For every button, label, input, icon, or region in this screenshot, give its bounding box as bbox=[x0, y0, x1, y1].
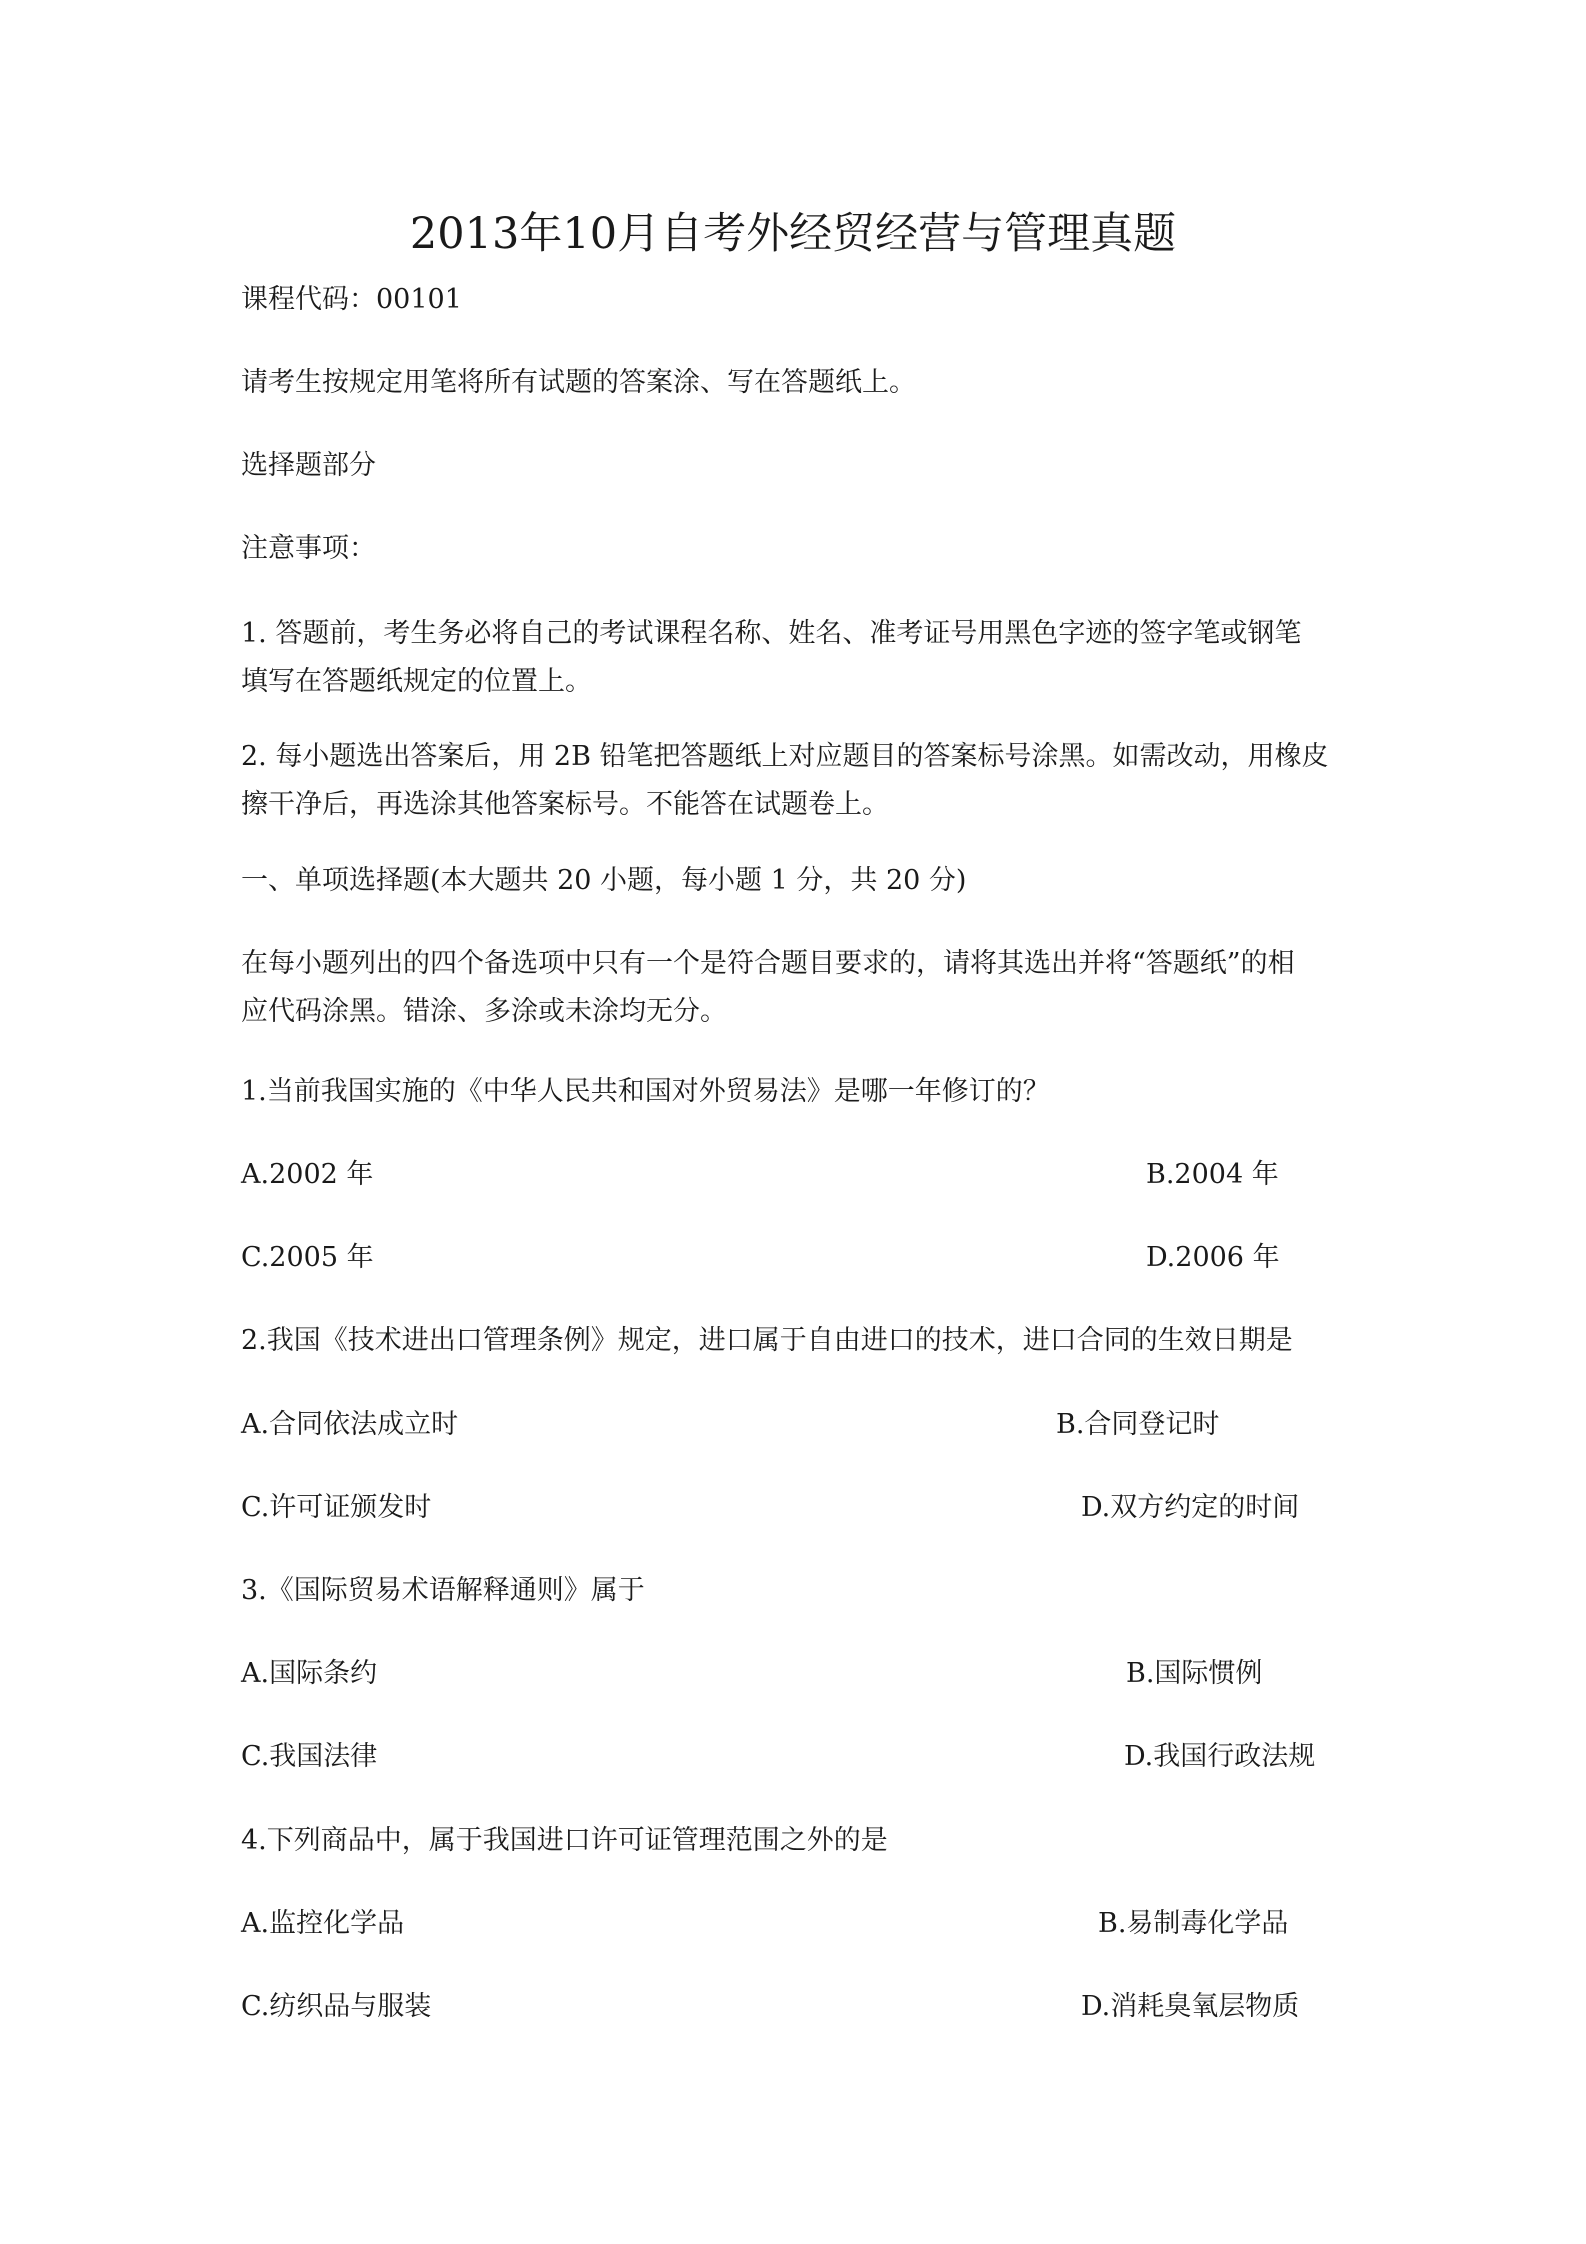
note-2 bbox=[241, 733, 1361, 829]
question-1-option-c: C.2005 年 bbox=[241, 1242, 374, 1273]
question-4-option-a: A.监控化学品 bbox=[241, 1908, 405, 1939]
question-2-option-d: D.双方约定的时间 bbox=[1081, 1492, 1300, 1523]
note-2-line-1: 2. 每小题选出答案后，用 2B 铅笔把答题纸上对应题目的答案标号涂黑。如需改动，用橡皮 bbox=[241, 741, 1329, 772]
course-code: 课程代码：00101 bbox=[241, 284, 462, 315]
part1-heading: 一、单项选择题(本大题共 20 小题，每小题 1 分，共 20 分) bbox=[241, 865, 967, 896]
question-1-option-b: B.2004 年 bbox=[1146, 1159, 1279, 1190]
question-4-stem: 4.下列商品中，属于我国进口许可证管理范围之外的是 bbox=[241, 1825, 888, 1856]
question-4-option-b: B.易制毒化学品 bbox=[1098, 1908, 1289, 1939]
page-title: 2013年10月自考外经贸经营与管理真题 bbox=[409, 209, 1177, 259]
question-1-stem: 1.当前我国实施的《中华人民共和国对外贸易法》是哪一年修订的？ bbox=[241, 1076, 1050, 1107]
note-2-line-2: 擦干净后，再选涂其他答案标号。不能答在试题卷上。 bbox=[241, 789, 889, 820]
question-1-option-d: D.2006 年 bbox=[1146, 1242, 1280, 1273]
question-1-option-a: A.2002 年 bbox=[241, 1159, 374, 1190]
note-1-line-2: 填写在答题纸规定的位置上。 bbox=[241, 666, 592, 697]
question-2-option-b: B.合同登记时 bbox=[1056, 1409, 1220, 1440]
note-1-line-1: 1. 答题前，考生务必将自己的考试课程名称、姓名、准考证号用黑色字迹的签字笔或钢笔 bbox=[241, 618, 1302, 649]
question-4-option-c: C.纺织品与服装 bbox=[241, 1991, 432, 2022]
part1-description-line-2: 应代码涂黑。错涂、多涂或未涂均无分。 bbox=[241, 996, 727, 1027]
part1-description bbox=[241, 940, 1361, 1036]
question-3-option-d: D.我国行政法规 bbox=[1124, 1741, 1316, 1772]
question-2-stem: 2.我国《技术进出口管理条例》规定，进口属于自由进口的技术，进口合同的生效日期是 bbox=[241, 1325, 1293, 1356]
question-2-option-c: C.许可证颁发时 bbox=[241, 1492, 432, 1523]
instruction-text: 请考生按规定用笔将所有试题的答案涂、写在答题纸上。 bbox=[241, 367, 916, 398]
question-2-option-a: A.合同依法成立时 bbox=[241, 1409, 459, 1440]
notes-label: 注意事项： bbox=[241, 533, 376, 564]
question-4-option-d: D.消耗臭氧层物质 bbox=[1081, 1991, 1300, 2022]
section-label: 选择题部分 bbox=[241, 450, 376, 481]
question-3-option-c: C.我国法律 bbox=[241, 1741, 378, 1772]
note-1 bbox=[241, 610, 1361, 706]
question-3-option-b: B.国际惯例 bbox=[1126, 1658, 1263, 1689]
question-3-stem: 3.《国际贸易术语解释通则》属于 bbox=[241, 1575, 645, 1606]
question-3-option-a: A.国际条约 bbox=[241, 1658, 378, 1689]
part1-description-line-1: 在每小题列出的四个备选项中只有一个是符合题目要求的，请将其选出并将“答题纸”的相 bbox=[241, 948, 1295, 979]
